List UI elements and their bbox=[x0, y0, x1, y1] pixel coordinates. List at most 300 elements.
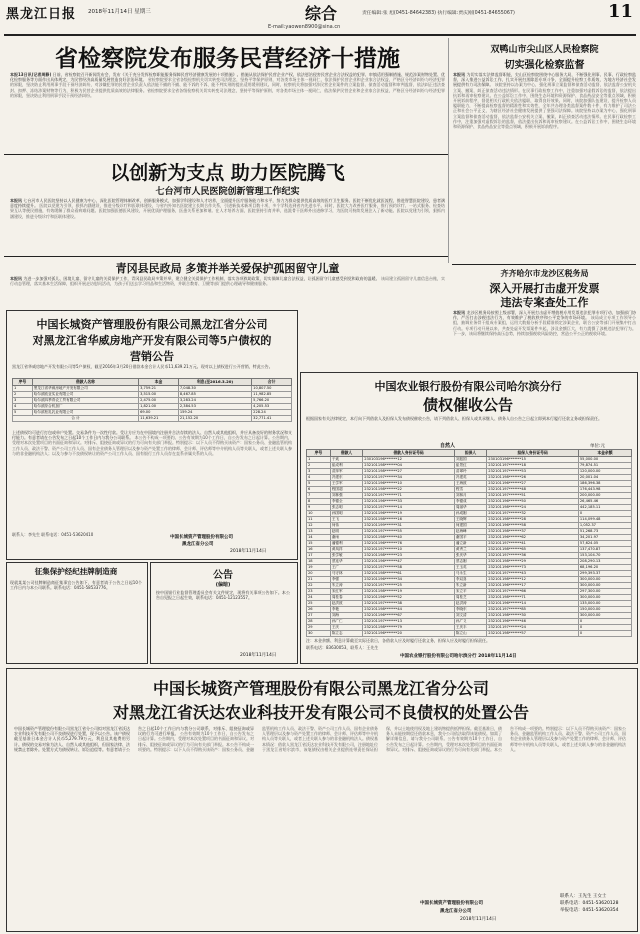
gonggao-body: 按中国银行业监督管理委员会有关文件规定，现将有关事项公告如下。本公告自见报之日起生效，联系电话：0451-12123557。 bbox=[156, 590, 290, 601]
abc-table-cell: 232101197*******14 bbox=[363, 505, 455, 511]
abc-table-cell: 232101196*******19 bbox=[363, 511, 455, 517]
abc-table-cell: 4 bbox=[307, 475, 331, 481]
abc-table-cell: 周桂芝 bbox=[454, 595, 486, 601]
abc-table-cell: 114,099.48 bbox=[578, 517, 631, 523]
abc-table-cell: 赵海峰 bbox=[454, 529, 486, 535]
abc-table-cell: 刘文清 bbox=[454, 613, 486, 619]
abc-table-cell: 232101197*******55 bbox=[363, 529, 455, 535]
abc-table-cell: 崔成利 bbox=[330, 463, 362, 469]
abc-table-cell: 232101197*******41 bbox=[487, 541, 579, 547]
abc-table-cell: 232101197*******66 bbox=[487, 589, 579, 595]
greatwall-table-cell: 3 bbox=[13, 398, 33, 404]
sidebar-top-text: 为切实落实法律监督职能，尖山区检察院围绕中心服务大局，不断强化刑事、民事、行政检察监督，深入推进公益诉讼工作，扎实开展扫黑除恶专项斗争，全面提升检察工作质效，为地方经济社会发展提供有力司法保障。 bbox=[453, 72, 636, 88]
abc-table-cell: 300,000.00 bbox=[578, 583, 631, 589]
abc-table-cell: 苗翠玲 bbox=[454, 469, 486, 475]
greatwall-table-cell: 5 bbox=[13, 410, 33, 416]
abc-table-cell: 232101196*******67 bbox=[363, 613, 455, 619]
abc-table-cell: 297,300.00 bbox=[578, 589, 631, 595]
abc-table-cell: 232101198*******57 bbox=[487, 631, 579, 637]
editor-info: 责任编辑:张 旭(0451-84642383) 执行编辑:贾庆刚(0451-84655067) bbox=[362, 11, 515, 16]
greatwall-table-total-row bbox=[13, 416, 292, 422]
abc-table-cell: 232101198*******65 bbox=[487, 547, 579, 553]
abc-table-cell: 王学军 bbox=[330, 481, 362, 487]
top-article-body: 本报13日讯(记者周静) 日前，省检察院召开新闻发布会，发布《关于充分发挥检察职能服务保障民营经济健康发展的十项措施》。措施从依法保护民营企业产权、依法惩治侵害民营企业合法权益的犯罪、审慎适用强制措施、规范涉案财物处置、优化检察服务等方面作出具体规定，为民营经济高质量发展营造良好法治环境。 省检察院要求全省各级检察机关切实转变司法理念，坚持平等保护原则，对各类市场主体一视同仁，依法保护民营企业和企业家合法权益，严格区分经济纠纷与经济犯罪的界限，坚决防止利用刑事手段干预经济纠纷，对涉嫌犯罪的民营企业负责人依法能不捕的不捕、能不诉的不诉、能不判实刑的提出适用缓刑建议。同时，检察机关将加强对涉民营企业案件的立案监督、侦查活动监督和审判监督，依法纠正违法查封、扣押、冻结涉案财物等行为，积极为民营企业提供优质高效的法律服务。省检察院要求全省各级检察机关切实转变司法理念，坚持平等保护原则，对各类市场主体一视同仁，依法保护民营企业和企业家合法权益，严格区分经济纠纷与经济犯罪的界限，坚决防止利用刑事手段干预经济纠纷。 bbox=[10, 72, 445, 98]
abc-table-cell: 17 bbox=[307, 553, 331, 559]
abc-table-cell: 何建国 bbox=[454, 523, 486, 529]
abc-table-cell: 15 bbox=[307, 541, 331, 547]
abc-table-cell: 赵洪涛 bbox=[454, 601, 486, 607]
abc-table-cell: 232101198*******61 bbox=[363, 571, 455, 577]
abc-table-cell: 10 bbox=[307, 511, 331, 517]
abc-table-cell bbox=[578, 637, 631, 638]
page-number: 11 bbox=[608, 1, 634, 22]
abc-table-cell: 24 bbox=[307, 595, 331, 601]
abc-table-cell: 30 bbox=[307, 631, 331, 637]
abc-table-cell: 232101196*******20 bbox=[363, 631, 455, 637]
abc-table-header-cell: 序号 bbox=[307, 450, 331, 457]
sidebar-mid-title2: 深入开展打击虚开发票 bbox=[489, 282, 600, 295]
section-rule-2 bbox=[4, 256, 448, 257]
greatwall-table-cell: 1,821.00 bbox=[139, 404, 179, 410]
abc-table-cell: 232101196*******52 bbox=[363, 595, 455, 601]
abc-table-cell: 12 bbox=[307, 523, 331, 529]
abc-table-cell: 王海波 bbox=[454, 481, 486, 487]
abc-table-cell: 朱立新 bbox=[454, 583, 486, 589]
greatwall-table-cell: 3,283.24 bbox=[178, 398, 251, 404]
abc-table-cell: 宋立平 bbox=[454, 589, 486, 595]
abc-table-cell: 232101197*******34 bbox=[363, 475, 455, 481]
mid-article-byline: 本报讯 bbox=[10, 198, 23, 203]
abc-table-cell: 120,000.00 bbox=[578, 469, 631, 475]
abc-table-cell: 黄秀兰 bbox=[454, 547, 486, 553]
mid-article-text: 七台河市人民医院坚持以人民健康为中心，深化医院管理体制改革，创新服务模式，加强学科建设和人才培养，全面提升医疗服务能力和水平，努力为群众提供优质高效的医疗卫生服务。医院不断优化就医流程，推进智慧医院建设，患者满意度持续提升。 bbox=[10, 198, 445, 209]
greatwall-table-cell: 4,205.53 bbox=[252, 404, 292, 410]
abc-table-cell: 232101197*******48 bbox=[487, 487, 579, 493]
abc-table-cell: 李双喜 bbox=[454, 577, 486, 583]
abc-table-row bbox=[307, 637, 632, 638]
abc-table-cell: 于欢 bbox=[330, 457, 362, 463]
abc-table-cell: 苗萍军 bbox=[330, 469, 362, 475]
abc-table-cell: 232101196*******27 bbox=[487, 481, 579, 487]
abc-table-cell: 34,201.97 bbox=[578, 535, 631, 541]
abc-table-cell: 28 bbox=[307, 619, 331, 625]
greatwall-table-cell: 哈尔滨欧亚实业有限公司 bbox=[32, 392, 138, 398]
abc-table-cell: 李艳 bbox=[330, 607, 362, 613]
abc-table-cell: 8 bbox=[307, 499, 331, 505]
abc-table-cell: 孙广义 bbox=[454, 619, 486, 625]
abc-table-cell: 李德成 bbox=[454, 499, 486, 505]
greatwall-table-cell: 69.00 bbox=[139, 410, 179, 416]
abc-debt-table bbox=[306, 449, 632, 637]
gonggao-title: 公告 bbox=[213, 570, 233, 581]
abc-table-cell: 232101198*******24 bbox=[487, 505, 579, 511]
abc-table-cell bbox=[487, 637, 579, 638]
abc-table-cell: 陈立山 bbox=[454, 631, 486, 637]
bottom-notice-title1: 中国长城资产管理股份有限公司黑龙江省分公司 bbox=[152, 679, 489, 698]
abc-table-cell: 27 bbox=[307, 613, 331, 619]
abc-table-cell: 232101198*******19 bbox=[363, 589, 455, 595]
abc-notice-note: 注：本金余额、利息计算截至实际还款日，各借款人应及时履行还款义务，担保人应及时履行担保责任。 bbox=[306, 638, 490, 643]
abc-table-cell: 232101198*******37 bbox=[487, 529, 579, 535]
greatwall-table-cell: 11,982.85 bbox=[252, 392, 292, 398]
abc-table-cell: 王庆 bbox=[330, 625, 362, 631]
abc-table-header-cell: 本金余额 bbox=[578, 450, 631, 457]
abc-table-cell: 王玉英 bbox=[454, 565, 486, 571]
abc-table-cell: 51,268.73 bbox=[578, 529, 631, 535]
abc-table-cell: 68,196.20 bbox=[578, 565, 631, 571]
qinggang-text: 为进一步加强对孤儿、困境儿童、留守儿童的关爱保护工作，青冈县民政局多策并举，建立健全关爱保护工作机制，落实各项救助政策，切实保障儿童合法权益，让孤困留守儿童感受到党和政府的温暖。 bbox=[23, 276, 380, 281]
abc-table-cell: 232101197*******38 bbox=[363, 601, 455, 607]
greatwall-table-cell: 4 bbox=[13, 404, 33, 410]
abc-table-cell: 张学敏 bbox=[330, 553, 362, 559]
greatwall-notice-footer1: 中国长城资产管理股份有限公司 bbox=[170, 535, 233, 540]
abc-table-cell: 232101196*******46 bbox=[487, 619, 579, 625]
abc-table-cell: 崔景红 bbox=[454, 463, 486, 469]
abc-table-cell bbox=[363, 637, 455, 638]
abc-table-cell bbox=[454, 637, 486, 638]
greatwall-table-cell: 2 bbox=[13, 392, 33, 398]
abc-table-cell: 宋红军 bbox=[330, 589, 362, 595]
greatwall-table-cell: 3,515.00 bbox=[139, 392, 179, 398]
sidebar-top-title2: 切实强化检察监督 bbox=[504, 60, 585, 71]
column-divider bbox=[448, 38, 449, 263]
abc-table-cell: 232101198*******30 bbox=[487, 613, 579, 619]
abc-table-cell: 0 bbox=[578, 511, 631, 517]
greatwall-notice-footer3: 2018年11月14日 bbox=[230, 549, 267, 554]
abc-table-cell: 186,396.38 bbox=[578, 481, 631, 487]
abc-table-cell: 232101197*******53 bbox=[487, 469, 579, 475]
abc-table-cell: 230103196*******12 bbox=[363, 457, 455, 463]
gonggao-subtitle: (偏暗) bbox=[215, 582, 231, 588]
issue-date: 2018年11月14日 星期三 bbox=[88, 9, 151, 15]
abc-table-cell: 230103196*******15 bbox=[487, 457, 579, 463]
email-label: E-mail: bbox=[268, 24, 286, 30]
abc-table-cell: 29 bbox=[307, 625, 331, 631]
abc-table-cell: 232101197*******24 bbox=[487, 625, 579, 631]
abc-table-cell: 232101198*******16 bbox=[363, 517, 455, 523]
abc-table-cell: 232101197*******43 bbox=[487, 571, 579, 577]
abc-table-cell bbox=[330, 637, 362, 638]
abc-table-cell: 何伟 bbox=[330, 523, 362, 529]
abc-table-cell: 赵洪波 bbox=[330, 601, 362, 607]
abc-table-cell: 14 bbox=[307, 535, 331, 541]
abc-table-cell: 232101196*******62 bbox=[487, 535, 579, 541]
bottom-notice-title2: 对黑龙江省沃达农业科技开发有限公司不良债权的处置公告 bbox=[112, 703, 529, 722]
greatwall-notice-contact: 联系人：李先生 联系电话：0451-53620410 bbox=[12, 532, 94, 537]
sidebar-top-title1: 双鸭山市尖山区人民检察院 bbox=[490, 45, 599, 55]
abc-table-cell: 9 bbox=[307, 505, 331, 511]
greatwall-notice-text: 上述债权均可进行打包或单户处置。交易条件为一次性付款。受让方应为在中国境内注册并合法存续的法人、自然人或其他组织，并应具备良好的财务状况和支付能力。有意者请在公告发布之日起10个工作日内与我分公司联系。 bbox=[12, 430, 292, 441]
greatwall-table-total-cell: 32,771.41 bbox=[252, 416, 292, 422]
abc-table-cell: 22 bbox=[307, 583, 331, 589]
abc-table-cell: 程雪 bbox=[454, 487, 486, 493]
greatwall-table-total-cell: 21,152.20 bbox=[178, 416, 251, 422]
section-rule bbox=[4, 154, 448, 155]
abc-table-cell: 刘林强 bbox=[330, 493, 362, 499]
abc-table-cell: 20 bbox=[307, 571, 331, 577]
abc-table-cell: 25 bbox=[307, 601, 331, 607]
bottom-notice-text: 中国长城资产管理股份有限公司黑龙江省分公司拟对黑龙江省沃达农业科技开发有限公司不良债权进行处置，现予以公告。该户债权截至基准日本金合计人民币5,279.79万元，利息及其他费用另计。债权的交易对象为法人、自然人或其他组织，但国家法律、法规禁止者除外。处置方式为债权转让、诉讼追偿等。有意者请于公告之日起10个工作日内与我分公司联系，对排斥、阻挠征询或异议的行为可进行举报。 bbox=[14, 726, 254, 752]
greatwall-table-cell: 2,384.53 bbox=[178, 404, 251, 410]
greatwall-notice-intro: 黑龙江省华威房地产开发有限公司等5户债权，截至2016年3月20日借款本金合计人民币11,639.21万元。现对以上债权进行公开营销，特此公告。 bbox=[12, 364, 273, 369]
mid-article-body: 本报讯 七台河市人民医院坚持以人民健康为中心，深化医院管理体制改革，创新服务模式，加强学科建设和人才培养，全面提升医疗服务能力和水平，努力为群众提供优质高效的医疗卫生服务。医院不断优化就医流程，推进智慧医院建设，患者满意度持续提升。 医院以党建为引领，狠抓内涵建设，推进分级诊疗和医联体建设，与省内外知名医院建立长期合作关系，引进新技术新项目数十项，多个学科达到省内先进水平。同时，医院大力改善医疗服务，推行预约诊疗、一站式服务、检查结果互认等便民措施，有效缓解了群众看病难问题。医院加强医德医风建设，开展优质护理服务，医患关系更加和谐。在人才培养方面，医院坚持引育并举，选派骨干医师外出进修学习，为医院可持续发展注入了新动能。医院以党建为引领，狠抓内涵建设，推进分级诊疗和医联体建设。 bbox=[10, 198, 445, 219]
abc-table-cell: 232101198*******40 bbox=[363, 535, 455, 541]
greatwall-table-total-cell: 11,639.21 bbox=[139, 416, 179, 422]
abc-table-wrap bbox=[306, 449, 632, 637]
abc-table-cell: 232101197*******10 bbox=[363, 547, 455, 553]
abc-table-cell: 王晓辉 bbox=[454, 517, 486, 523]
greatwall-table-cell: 哈尔滨松乳乳业有限公司 bbox=[32, 410, 138, 416]
abc-table-cell: 232101197*******71 bbox=[363, 493, 455, 499]
abc-table-cell: 208,290.13 bbox=[578, 559, 631, 565]
abc-table-cell: 马守林 bbox=[330, 571, 362, 577]
abc-table-cell: 232101198*******22 bbox=[363, 487, 455, 493]
greatwall-table-cell: 哈尔滨综合机加厂 bbox=[32, 404, 138, 410]
abc-table-cell: 26,465.46 bbox=[578, 499, 631, 505]
mid-article-subtitle: 七台河市人民医院创新管理工作纪实 bbox=[155, 187, 300, 197]
abc-table-cell: 232101196*******47 bbox=[363, 559, 455, 565]
abc-table-cell: 232101198*******44 bbox=[363, 607, 455, 613]
greatwall-notice-title2: 对黑龙江省华威房地产开发有限公司等5户债权的 bbox=[32, 334, 272, 347]
abc-table-cell: 232101196*******34 bbox=[363, 577, 455, 583]
abc-table-cell: 蔡志刚 bbox=[454, 559, 486, 565]
abc-table-cell: 0 bbox=[578, 619, 631, 625]
greatwall-notice-body: 上述债权均可进行打包或单户处置。交易条件为一次性付款。受让方应为在中国境内注册并合法存续的法人、自然人或其他组织，并应具备良好的财务状况和支付能力。有意者请在公告发布之日起10个工作日内与我分公司联系。 本公告不构成一项要约。公告有效期为10个工作日，自公告发布之日起计算。公告期内，受理对本次处置项目的书面征询和异议。对排斥、阻挠征询或异议的行为可向有关部门举报。特别提示：以下人员不得购买该资产：国家公务员、金融监管机构工作人员、政法干警、资产公司工作人员、国有企业债务人管理层以及参与资产处置工作的律师、会计师、评估师等中介机构人员等关联人，或者上述关联人参与的非金融机构法人；以及与参与不良债权转让的资产公司工作人员、国有银行工作人员存在直系亲属关系的人员。 bbox=[12, 430, 292, 456]
sidebar-mid-title1: 齐齐哈尔市龙沙区税务局 bbox=[500, 268, 589, 278]
greatwall-table-header-cell: 借款人名称 bbox=[32, 379, 138, 386]
abc-table-cell: 23 bbox=[307, 589, 331, 595]
abc-table-cell: 赵明 bbox=[330, 529, 362, 535]
abc-table-cell: 232101198*******71 bbox=[487, 595, 579, 601]
abc-table-cell: 潘立新 bbox=[454, 541, 486, 547]
abc-table-cell: 潘德利 bbox=[330, 541, 362, 547]
abc-table-cell: 137,470.87 bbox=[578, 547, 631, 553]
abc-table-cell: 232101197*******25 bbox=[363, 583, 455, 589]
abc-table-cell: 李强 bbox=[330, 577, 362, 583]
abc-table-cell: 232101196*******14 bbox=[487, 601, 579, 607]
greatwall-notice-title1: 中国长城资产管理股份有限公司黑龙江省分公司 bbox=[36, 318, 268, 331]
sidebar-mid-body: 本报讯 龙沙区税务局按照上级部署，深入开展打击虚开增值税专用发票违法犯罪专项行动，加强部门协作，严厉打击涉税违法行为，有效维护了税收秩序和公平竞争的市场环境。 该局成立专项工作领导小组，抽调业务骨干组成专案组，运用大数据分析手段精准锁定涉案企业，联合公安等部门开展集中打击行动。专项行动开展以来，共查处虚开发票案件多起，涉及金额巨大，有力震慑了涉税违法犯罪行为。下一步，该局将继续保持高压态势，持续加强税收风险防控，营造公平公正的税收环境。 bbox=[453, 310, 636, 336]
abc-table-cell: 232101197*******58 bbox=[363, 565, 455, 571]
abc-table-cell: 232101197*******13 bbox=[363, 619, 455, 625]
greatwall-notice-footer2: 黑龙江省分公司 bbox=[182, 542, 214, 547]
bottom-notice-footer3: 2018年11月14日 bbox=[460, 917, 497, 922]
abc-table-cell: 232101199*******31 bbox=[363, 523, 455, 529]
abc-table-header-cell: 担保人 bbox=[454, 450, 486, 457]
abc-table-cell: 13 bbox=[307, 529, 331, 535]
email-address[interactable]: yaowen8900@sina.cn bbox=[285, 24, 341, 30]
greatwall-table-cell: 8,467.85 bbox=[178, 392, 251, 398]
abc-table-header-cell: 担保人身份证号码 bbox=[487, 450, 579, 457]
sidebar-mid-byline: 本报讯 bbox=[453, 310, 466, 315]
bottom-notice-contact1: 联系人：王先生 王女士 bbox=[560, 894, 607, 899]
abc-table-cell: 55,000.00 bbox=[578, 457, 631, 463]
abc-table-cell: 300,000.00 bbox=[578, 613, 631, 619]
abc-table-cell: 21 bbox=[307, 577, 331, 583]
abc-table-cell: 26 bbox=[307, 607, 331, 613]
sidebar-top-body: 本报讯 为切实落实法律监督职能，尖山区检察院围绕中心服务大局，不断强化刑事、民事、行政检察监督，深入推进公益诉讼工作，扎实开展扫黑除恶专项斗争，全面提升检察工作质效，为地方经济社会发展提供有力司法保障。 该院坚持以办案为中心，强化刑事立案监督和侦查活动监督，依法监督公安机关立案、撤案，纠正侦查活动违法情形。在民事行政检察工作中，注重加强对虚假诉讼的监督，依法提出抗诉和再审检察建议。在公益诉讼工作中，围绕生态环境和资源保护、食品药品安全等重点领域，积极开展诉前程序，督促相关行政机关依法履职，取得良好效果。同时，该院加强队伍建设，提升检察人员履职能力，不断提高检察监督的精准性和实效性，全年共办理各类监督案件数十件，有力维护了司法公正和社会公平正义，为辖区经济社会健康发展提供了坚强司法保障。该院坚持以办案为中心，强化刑事立案监督和侦查活动监督，依法监督公安机关立案、撤案，纠正侦查活动违法情形。在民事行政检察工作中，注重加强对虚假诉讼的监督，依法提出抗诉和再审检察建议。在公益诉讼工作中，围绕生态环境和资源保护、食品药品安全等重点领域，积极开展诉前程序。 bbox=[453, 72, 636, 130]
abc-table-cell bbox=[307, 637, 331, 638]
small-notice-title: 征集保护经纪挂牌制造商 bbox=[34, 567, 118, 576]
greatwall-table-header-cell: 本金 bbox=[139, 379, 179, 386]
abc-table-cell: 232101198*******23 bbox=[363, 553, 455, 559]
abc-table-cell: 李晓东 bbox=[454, 607, 486, 613]
abc-table-cell: 232101196*******17 bbox=[487, 583, 579, 589]
abc-table-cell: 王飞 bbox=[330, 517, 362, 523]
top-article-title: 省检察院发布服务民营经济十措施 bbox=[55, 45, 400, 72]
greatwall-table-header-cell: 序号 bbox=[13, 379, 33, 386]
abc-table-cell: 孙成刚 bbox=[454, 511, 486, 517]
greatwall-table-cell: 哈尔滨四季青农工贸有限公司 bbox=[32, 398, 138, 404]
abc-table-cell: 程国超 bbox=[330, 487, 362, 493]
abc-table-cell: 3 bbox=[307, 469, 331, 475]
email-line bbox=[268, 24, 340, 30]
abc-table-cell: 232101196*******33 bbox=[363, 499, 455, 505]
abc-notice-intro: 根据国家有关法律规定，本行向下列借款人及担保人发布债权催收公告，请下列借款人、担保人或其承继人、债务人自公告之日起立即到本行履行还款义务或担保责任。 bbox=[306, 416, 602, 421]
abc-table-cell: 0 bbox=[578, 625, 631, 631]
abc-table-cell: 6 bbox=[307, 487, 331, 493]
sidebar-mid-text: 龙沙区税务局按照上级部署，深入开展打击虚开增值税专用发票违法犯罪专项行动，加强部门协作，严厉打击涉税违法行为，有效维护了税收秩序和公平竞争的市场环境。 bbox=[453, 310, 636, 321]
abc-table-cell: 王广 bbox=[330, 565, 362, 571]
abc-notice-title: 中国农业银行股份有限公司哈尔滨分行 bbox=[374, 380, 562, 393]
abc-table-unit: 单位:元 bbox=[590, 444, 606, 449]
abc-table-cell: 李德全 bbox=[330, 499, 362, 505]
abc-table-cell: 232101197*******18 bbox=[487, 463, 579, 469]
abc-table-cell: 200,000.00 bbox=[578, 493, 631, 499]
mid-article-title: 以创新为支点 助力医院腾飞 bbox=[110, 162, 345, 184]
top-article-text: 日前，省检察院召开新闻发布会，发布《关于充分发挥检察职能服务保障民营经济健康发展的十项措施》。措施从依法保护民营企业产权、依法惩治侵害民营企业合法权益的犯罪、审慎适用强制措施、规范涉案财物处置、优化检察服务等方面作出具体规定，为民营经济高质量发展营造良好法治环境。 bbox=[10, 72, 445, 83]
abc-table-cell: 232101196*******73 bbox=[487, 565, 579, 571]
abc-table-cell: 79,874.51 bbox=[578, 463, 631, 469]
bottom-notice-body: 中国长城资产管理股份有限公司黑龙江省分公司拟对黑龙江省沃达农业科技开发有限公司不良债权进行处置，现予以公告。该户债权截至基准日本金合计人民币5,279.79万元，利息及其他费用另计。债权的交易对象为法人、自然人或其他组织，但国家法律、法规禁止者除外。处置方式为债权转让、诉讼追偿等。有意者请于公告之日起10个工作日内与我分公司联系，对排斥、阻挠征询或异议的行为可进行举报。 公告有效期为10个工作日，自公告发布之日起计算。公告期内，受理对本次处置项目的书面征询和异议。对排斥、阻挠征询或异议的行为可向有关部门举报。本公告不构成一项要约。特别提示：以下人员不得购买该资产：国家公务员、金融监管机构工作人员、政法干警、资产公司工作人员、国有企业债务人管理层以及参与资产处置工作的律师、会计师、评估师等中介机构人员等关联人，或者上述关联人参与的非金融机构法人。债权基本情况：借款人黑龙江省沃达农业科技开发有限公司，注册地址位于黑龙江省哈尔滨市，该笔债权由相关企业提供连带责任保证担保，并以土地使用权及地上建筑物提供抵押担保。截至基准日，债务人未能按期偿还借款本息，我分公司依法取得该笔债权。如需了解详细信息，请与我分公司联系。公告有效期为10个工作日，自公告发布之日起计算。公告期内，受理对本次处置项目的书面征询和异议。对排斥、阻挠征询或异议的行为可向有关部门举报。本公告不构成一项要约。特别提示：以下人员不得购买该资产：国家公务员、金融监管机构工作人员、政法干警、资产公司工作人员、国有企业债务人管理层以及参与资产处置工作的律师、会计师、评估师等中介机构人员等关联人，或者上述关联人参与的非金融机构法人。 bbox=[14, 726, 626, 752]
abc-table-cell: 王庆丰 bbox=[454, 625, 486, 631]
abc-table-cell: 周丽华 bbox=[454, 505, 486, 511]
greatwall-table-cell: 2,475.00 bbox=[139, 398, 179, 404]
top-article-byline: 本报13日讯(记者周静) bbox=[10, 72, 52, 77]
small-notice-body: 现就某某公司挂牌制造商征集事宜公告如下，有意者请于公告之日起10个工作日内与本公司联系。联系电话：0451-58533776。 bbox=[10, 580, 142, 591]
abc-table-cell: 19 bbox=[307, 565, 331, 571]
masthead-rule bbox=[4, 34, 636, 36]
abc-table-cell: 张志明 bbox=[330, 505, 362, 511]
bottom-notice-footer2: 黑龙江省分公司 bbox=[440, 909, 472, 914]
section-title: 综合 bbox=[305, 4, 338, 23]
abc-notice-footer: 中国农业银行股份有限公司哈尔滨分行 2018年11月14日 bbox=[400, 654, 517, 659]
greatwall-table-cell: 159.24 bbox=[178, 410, 251, 416]
abc-table-cell: 232101198*******79 bbox=[363, 625, 455, 631]
abc-table-cell: 232101197*******85 bbox=[487, 607, 579, 613]
greatwall-table-cell: 7,048.30 bbox=[178, 386, 251, 392]
abc-table-cell: 16 bbox=[307, 547, 331, 553]
greatwall-table-header-cell: 利息(至2016.3.20) bbox=[178, 379, 251, 386]
abc-table-cell: 232101196*******50 bbox=[487, 499, 579, 505]
abc-table-cell: 马永生 bbox=[454, 571, 486, 577]
bottom-notice-contact3: 举报电话：0451-53620354 bbox=[560, 908, 619, 913]
abc-table-cell: 232101198*******26 bbox=[487, 475, 579, 481]
abc-table-cell: 232101196*******10 bbox=[363, 481, 455, 487]
greatwall-table-cell: 10,807.50 bbox=[252, 386, 292, 392]
sidebar-rule bbox=[452, 264, 636, 265]
greatwall-table-cell: 黑龙江省华威房地产开发有限公司 bbox=[32, 386, 138, 392]
abc-table-cell: 57,624.05 bbox=[578, 541, 631, 547]
abc-table-cell: 232101198*******28 bbox=[487, 517, 579, 523]
abc-table-cell: 150,000.00 bbox=[578, 607, 631, 613]
abc-table-cell: 陈立志 bbox=[330, 631, 362, 637]
abc-table-cell: 孙广仁 bbox=[330, 619, 362, 625]
abc-table-cell: 299,393.37 bbox=[578, 571, 631, 577]
abc-table-cell: 冯建英 bbox=[454, 475, 486, 481]
abc-table-cell: 刘海 bbox=[330, 613, 362, 619]
abc-table-cell: 1,052.37 bbox=[578, 523, 631, 529]
greatwall-debt-table bbox=[12, 378, 292, 422]
abc-table-cell: 1 bbox=[307, 457, 331, 463]
newspaper-logo: 黑龙江日报 bbox=[6, 7, 77, 22]
greatwall-table-cell: 228.24 bbox=[252, 410, 292, 416]
qinggang-body: 本报讯 为进一步加强对孤儿、困境儿童、留守儿童的关爱保护工作，青冈县民政局多策并举，建立健全关爱保护工作机制，落实各项救助政策，切实保障儿童合法权益，让孤困留守儿童感受到党和政府的温暖。 该局建立孤困留守儿童信息台账，实行动态管理，落实基本生活保障，组织开展走访慰问活动，为孩子们送去学习用品和生活物资，并联合教育、卫健等部门提供心理疏导和健康服务。 bbox=[10, 276, 445, 287]
abc-notice-contact: 联系电话：83630053，联系人：王先生 bbox=[306, 645, 379, 650]
abc-table-cell: 232101196*******76 bbox=[363, 541, 455, 547]
bottom-notice-contact2: 联系电话：0451-53620128 bbox=[560, 901, 619, 906]
abc-table-cell: 18 bbox=[307, 559, 331, 565]
abc-table-cell: 谢国平 bbox=[454, 535, 486, 541]
abc-table-cell: 300,000.00 bbox=[578, 577, 631, 583]
abc-table-cell: 7 bbox=[307, 493, 331, 499]
abc-table-cell: 176,443.98 bbox=[578, 487, 631, 493]
abc-table-cell: 刘振国 bbox=[454, 457, 486, 463]
sidebar-top-byline: 本报讯 bbox=[453, 72, 466, 77]
qinggang-byline: 本报讯 bbox=[10, 276, 23, 281]
abc-table-cell: 5 bbox=[307, 481, 331, 487]
greatwall-table-total-label: 合 计 bbox=[13, 416, 139, 422]
abc-table-cell: 张庆华 bbox=[454, 553, 486, 559]
abc-table-cell: 2 bbox=[307, 463, 331, 469]
abc-table-cell: 300,000.00 bbox=[578, 595, 631, 601]
abc-table-header-cell: 借款人身份证号码 bbox=[363, 450, 455, 457]
greatwall-table-cell: 1 bbox=[13, 386, 33, 392]
abc-notice-subtitle: 债权催收公告 bbox=[422, 396, 513, 414]
qinggang-title: 青冈县民政局 多策并举关爱保护孤困留守儿童 bbox=[115, 262, 340, 275]
abc-table-cell: 232101197*******32 bbox=[487, 511, 579, 517]
abc-table-cell: 黄凤祥 bbox=[330, 547, 362, 553]
abc-table-cell: 232101198*******12 bbox=[487, 577, 579, 583]
abc-table-cell: 153,104.70 bbox=[578, 553, 631, 559]
abc-table-cell: 232101198*******27 bbox=[363, 469, 455, 475]
abc-table-cell: 20,001.04 bbox=[578, 475, 631, 481]
greatwall-table-cell: 3,759.21 bbox=[139, 386, 179, 392]
abc-table-cell: 蔡连华 bbox=[330, 559, 362, 565]
abc-table-cell: 135,000.00 bbox=[578, 601, 631, 607]
abc-table-cell: 232101198*******04 bbox=[363, 463, 455, 469]
abc-table-cell: 朱立涛 bbox=[330, 583, 362, 589]
bottom-notice-footer1: 中国长城资产管理股份有限公司 bbox=[420, 901, 483, 906]
abc-table-title: 自然人 bbox=[440, 443, 456, 449]
abc-table-cell: 周桂春 bbox=[330, 595, 362, 601]
abc-table-header-cell: 借款人 bbox=[330, 450, 362, 457]
abc-table-cell: 232101197*******36 bbox=[487, 553, 579, 559]
abc-table-cell: 冯建东 bbox=[330, 475, 362, 481]
greatwall-notice-title3: 营销公告 bbox=[130, 350, 174, 363]
abc-table-cell: 232101198*******29 bbox=[487, 559, 579, 565]
abc-table-cell: 442,185.11 bbox=[578, 505, 631, 511]
abc-table-cell: 刘林月 bbox=[454, 493, 486, 499]
abc-table-cell: 孙国明 bbox=[330, 511, 362, 517]
gonggao-footer: 2018年11月14日 bbox=[240, 653, 277, 658]
sidebar-mid-title3: 违法专案查处工作 bbox=[500, 296, 589, 309]
abc-table-cell: 232101197*******51 bbox=[487, 493, 579, 499]
greatwall-table-cell: 5,766.20 bbox=[252, 398, 292, 404]
abc-table-cell: 11 bbox=[307, 517, 331, 523]
abc-table-cell: 谢雨 bbox=[330, 535, 362, 541]
abc-table-cell: 0 bbox=[578, 631, 631, 637]
